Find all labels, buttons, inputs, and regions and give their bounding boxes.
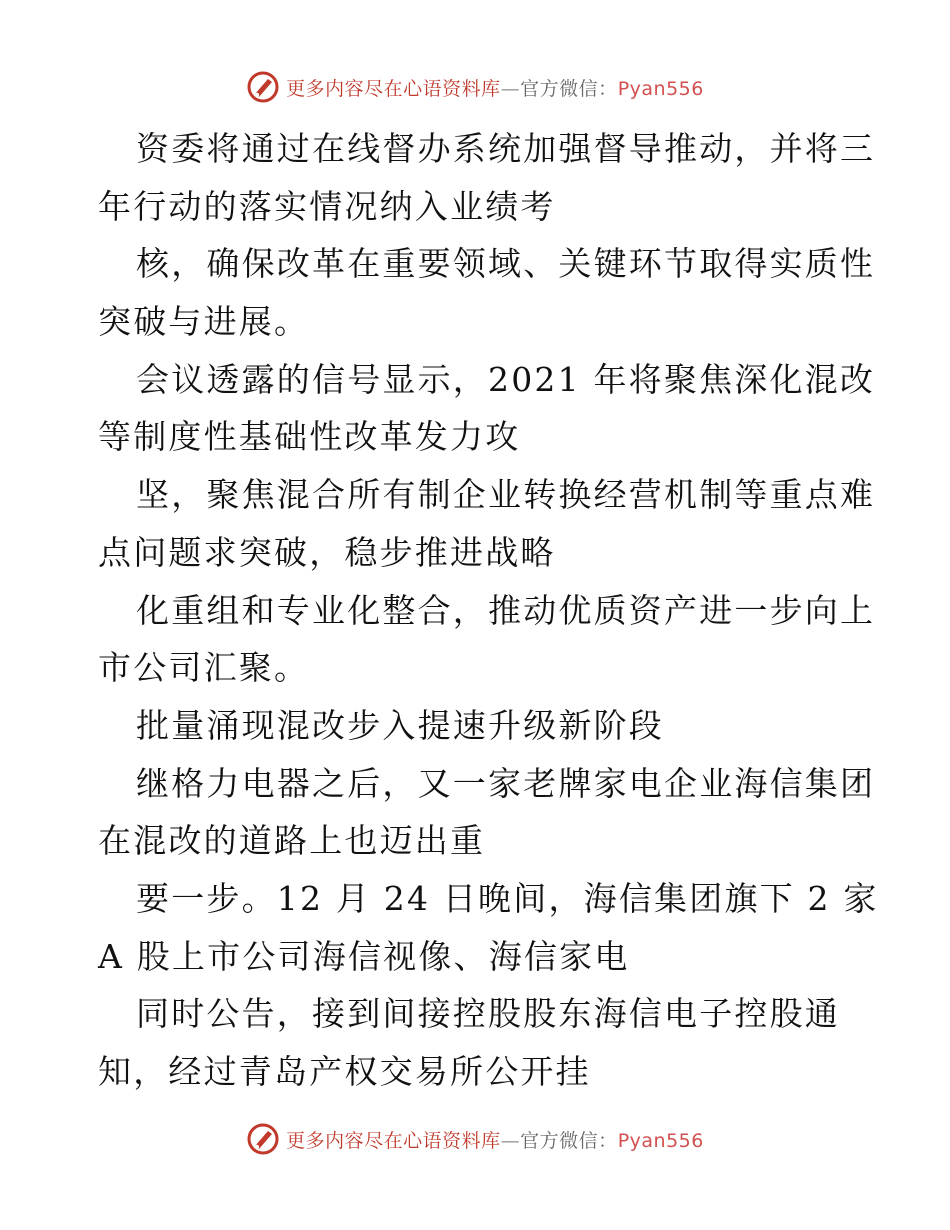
banner-main-text: 更多内容尽在心语资料库: [286, 1129, 501, 1152]
text-line: 在混改的道路上也迈出重: [98, 821, 486, 861]
text-line: 点问题求突破，稳步推进战略: [98, 532, 556, 572]
banner-dash: —: [500, 1129, 521, 1152]
pen-logo-icon: [246, 70, 280, 104]
text-line: 核，确保改革在重要领域、关键环节取得实质性: [136, 244, 876, 284]
text-line: 同时公告，接到间接控股股东海信电子控股通: [136, 994, 840, 1034]
text-line: 化重组和专业化整合，推动优质资产进一步向上: [136, 590, 876, 630]
text-line: 知，经过青岛产权交易所公开挂: [98, 1052, 591, 1091]
text-line: 突破与进展。: [98, 302, 310, 342]
section-heading: 批量涌现混改步入提速升级新阶段: [136, 705, 664, 745]
text-line: 会议透露的信号显示，2021 年将聚焦深化混改: [136, 359, 876, 399]
text-line: 市公司汇聚。: [98, 648, 310, 688]
header-banner: [0, 70, 950, 104]
banner-wechat-label: 官方微信：: [520, 77, 618, 100]
footer-banner: [0, 1122, 950, 1156]
banner-text: [286, 74, 704, 101]
text-line: 年行动的落实情况纳入业绩考: [98, 186, 556, 226]
banner-main-text: 更多内容尽在心语资料库: [286, 77, 501, 100]
banner-text: [286, 1126, 704, 1153]
text-line: 资委将通过在线督办系统加强督导推动，并将三: [136, 129, 876, 168]
text-line: 继格力电器之后，又一家老牌家电企业海信集团: [136, 763, 876, 803]
banner-wechat-id: Pyan556: [617, 1129, 704, 1152]
text-line: A 股上市公司海信视像、海信家电: [98, 936, 630, 976]
text-line: 等制度性基础性改革发力攻: [98, 417, 521, 457]
text-line: 坚，聚焦混合所有制企业转换经营机制等重点难: [136, 475, 876, 515]
pen-logo-icon: [246, 1122, 280, 1156]
banner-wechat-label: 官方微信：: [520, 1129, 618, 1152]
banner-wechat-id: Pyan556: [617, 77, 704, 100]
document-body: [98, 120, 879, 1101]
text-line: 要一步。12 月 24 日晚间，海信集团旗下 2 家: [136, 878, 879, 918]
banner-dash: —: [500, 77, 521, 100]
